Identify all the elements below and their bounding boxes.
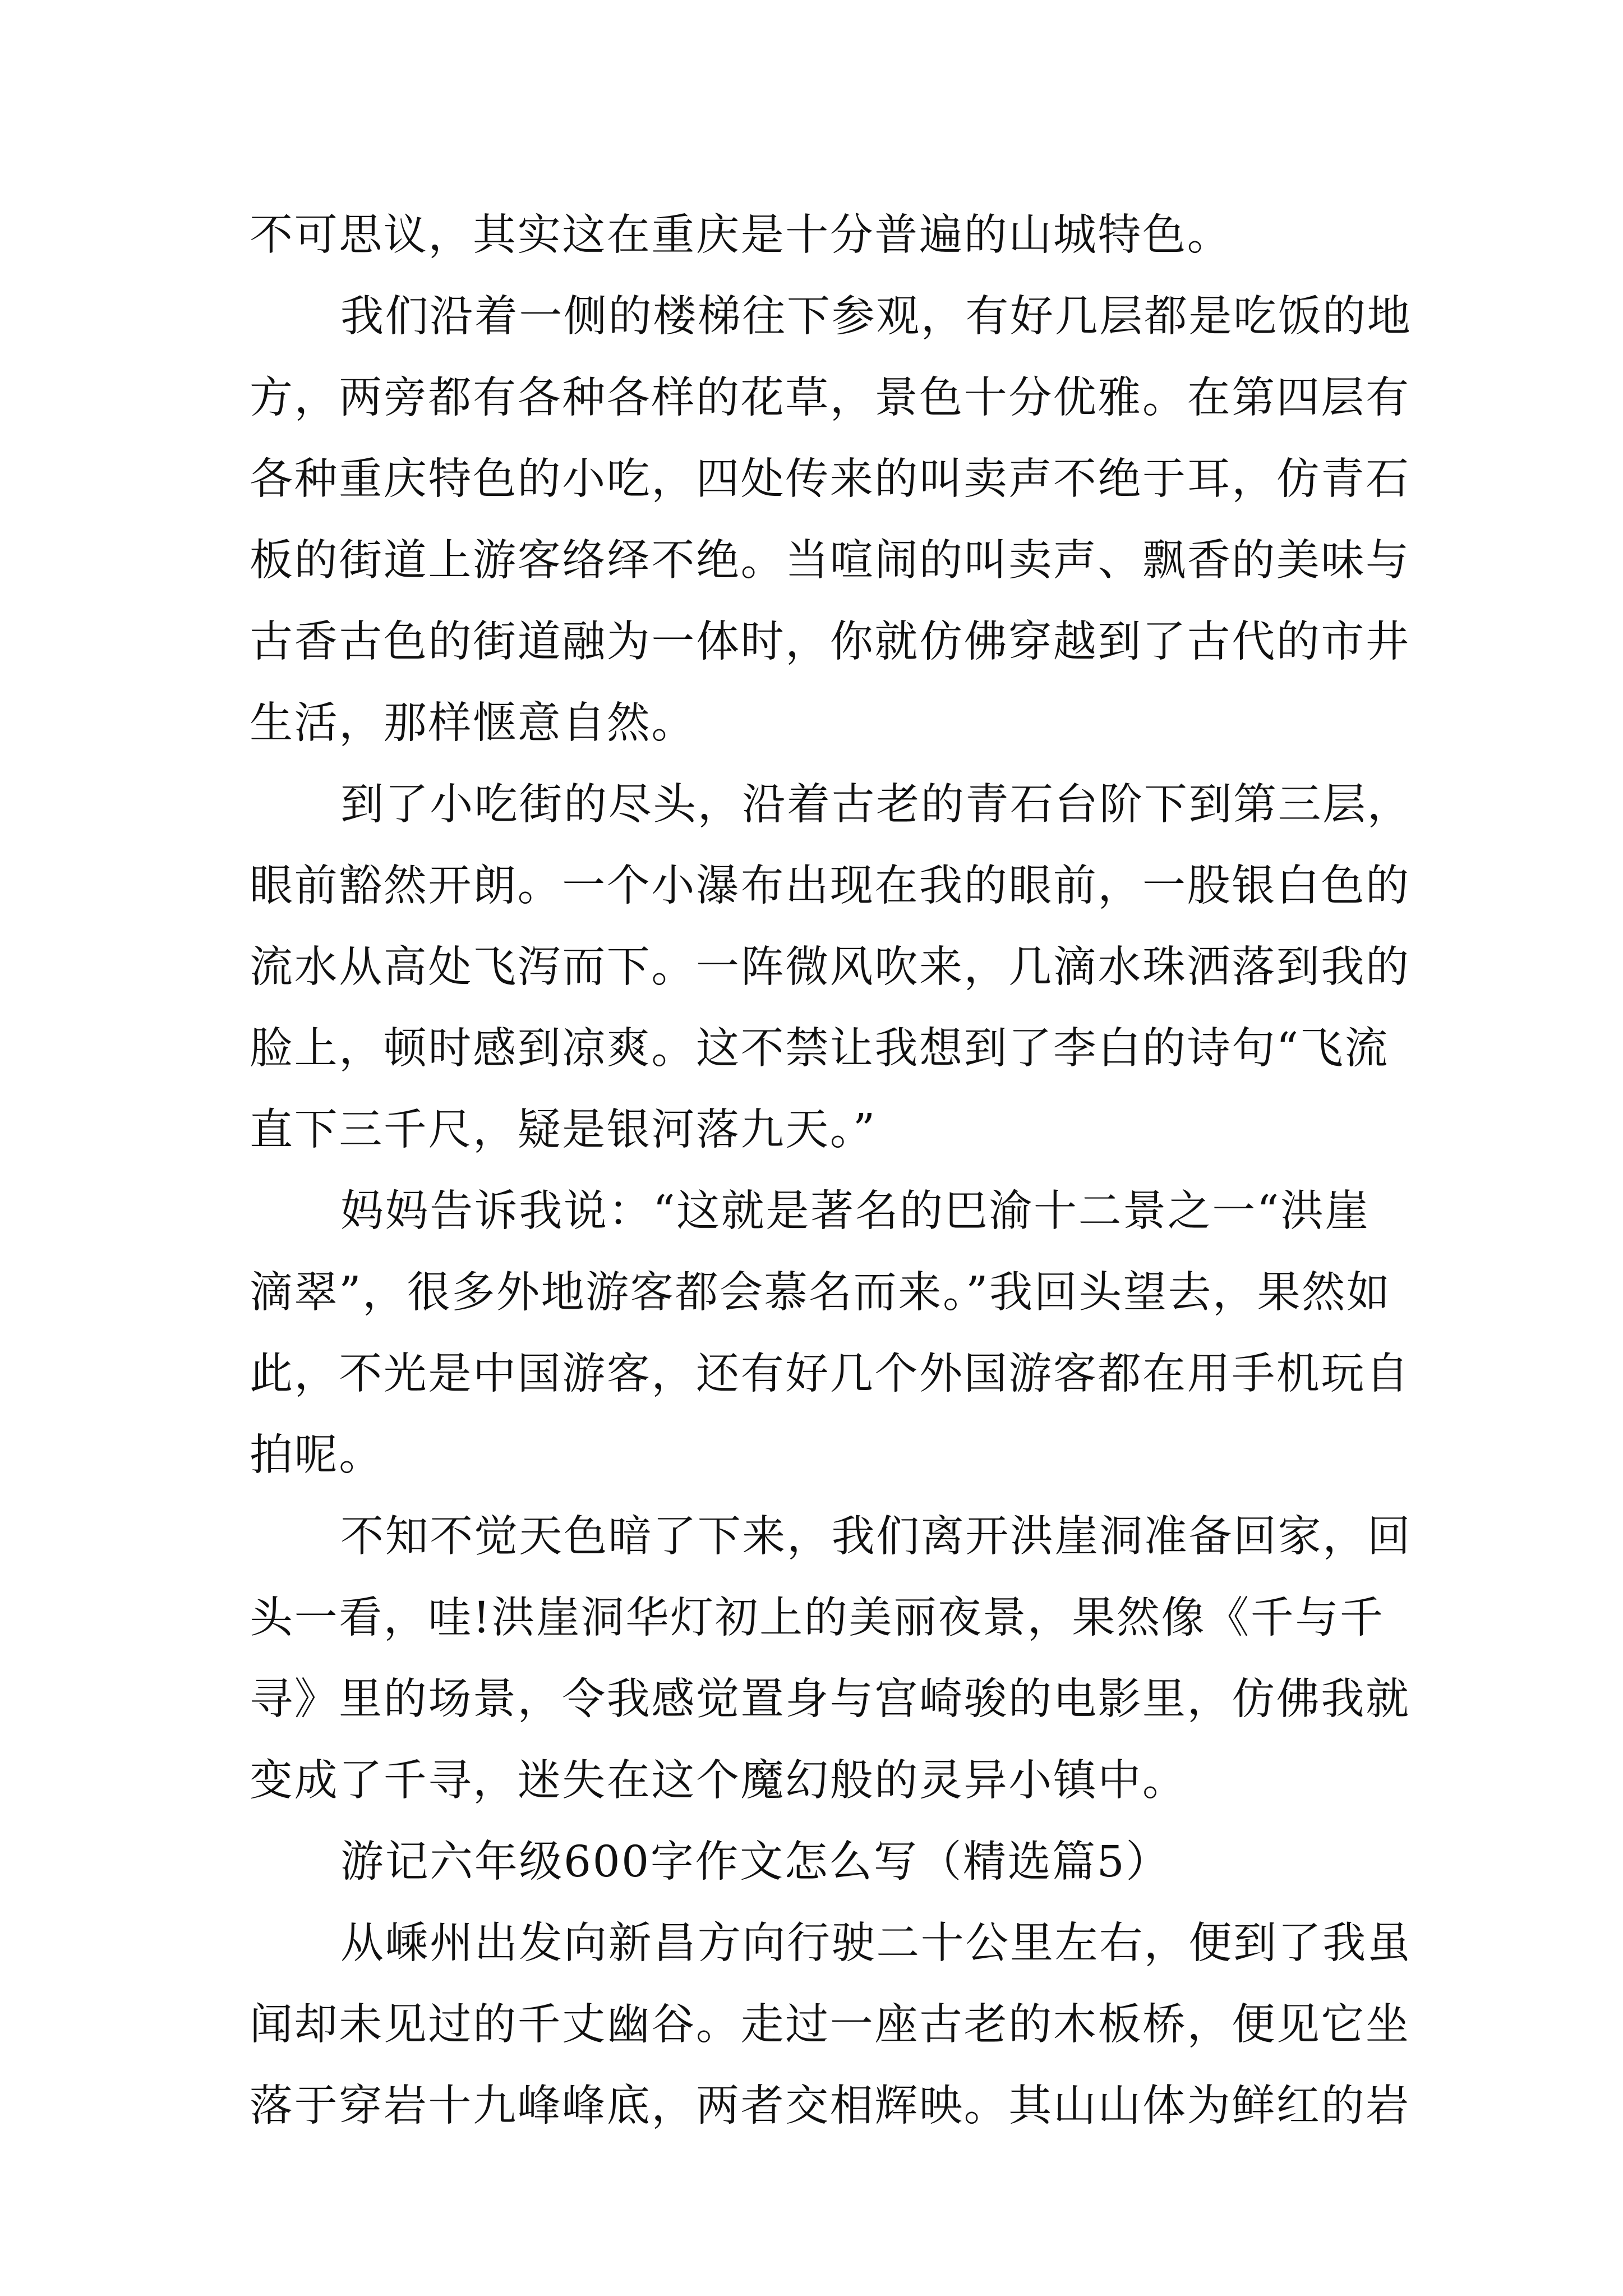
document-page	[250, 210, 1412, 2164]
text-line: 生活，那样惬意自然。	[250, 698, 696, 748]
text-line: 板的街道上游客络绎不绝。当喧闹的叫卖声、飘香的美味与	[250, 536, 1410, 586]
text-line: 脸上，顿时感到凉爽。这不禁让我想到了李白的诗句“飞流	[250, 1024, 1389, 1074]
text-line: 直下三千尺，疑是银河落九天。”	[250, 1105, 877, 1155]
text-line: 落于穿岩十九峰峰底，两者交相辉映。其山山体为鲜红的岩	[250, 2081, 1410, 2131]
text-line: 古香古色的街道融为一体时，你就仿佛穿越到了古代的市井	[250, 617, 1410, 667]
text-line: 此，不光是中国游客，还有好几个外国游客都在用手机玩自	[250, 1349, 1410, 1399]
text-line: 方，两旁都有各种各样的花草，景色十分优雅。在第四层有	[250, 373, 1410, 423]
text-line: 闻却未见过的千丈幽谷。走过一座古老的木板桥，便见它坐	[250, 2000, 1410, 2050]
text-line: 拍呢。	[250, 1430, 384, 1480]
text-line: 变成了千寻，迷失在这个魔幻般的灵异小镇中。	[250, 1756, 1187, 1806]
text-line: 各种重庆特色的小吃，四处传来的叫卖声不绝于耳，仿青石	[250, 454, 1410, 504]
text-line: 从嵊州出发向新昌方向行驶二十公里左右，便到了我虽	[340, 1918, 1412, 1968]
text-line: 不可思议，其实这在重庆是十分普遍的山城特色。	[250, 210, 1232, 260]
text-line: 妈妈告诉我说：“这就是著名的巴渝十二景之一“洪崖	[340, 1186, 1370, 1236]
text-line: 我们沿着一侧的楼梯往下参观，有好几层都是吃饭的地	[340, 292, 1412, 342]
text-line: 眼前豁然开朗。一个小瀑布出现在我的眼前，一股银白色的	[250, 861, 1410, 911]
text-line: 不知不觉天色暗了下来，我们离开洪崖洞准备回家，回	[340, 1512, 1412, 1562]
section-heading: 游记六年级600字作文怎么写（精选篇5）	[340, 1837, 1170, 1887]
text-line: 到了小吃街的尽头，沿着古老的青石台阶下到第三层，	[340, 780, 1412, 830]
text-line: 头一看，哇!洪崖洞华灯初上的美丽夜景，果然像《千与千	[250, 1593, 1385, 1643]
text-line: 流水从高处飞泻而下。一阵微风吹来，几滴水珠洒落到我的	[250, 942, 1410, 992]
text-line: 寻》里的场景，令我感觉置身与宫崎骏的电影里，仿佛我就	[250, 1674, 1410, 1724]
text-line: 滴翠”，很多外地游客都会慕名而来。”我回头望去，果然如	[250, 1268, 1391, 1318]
